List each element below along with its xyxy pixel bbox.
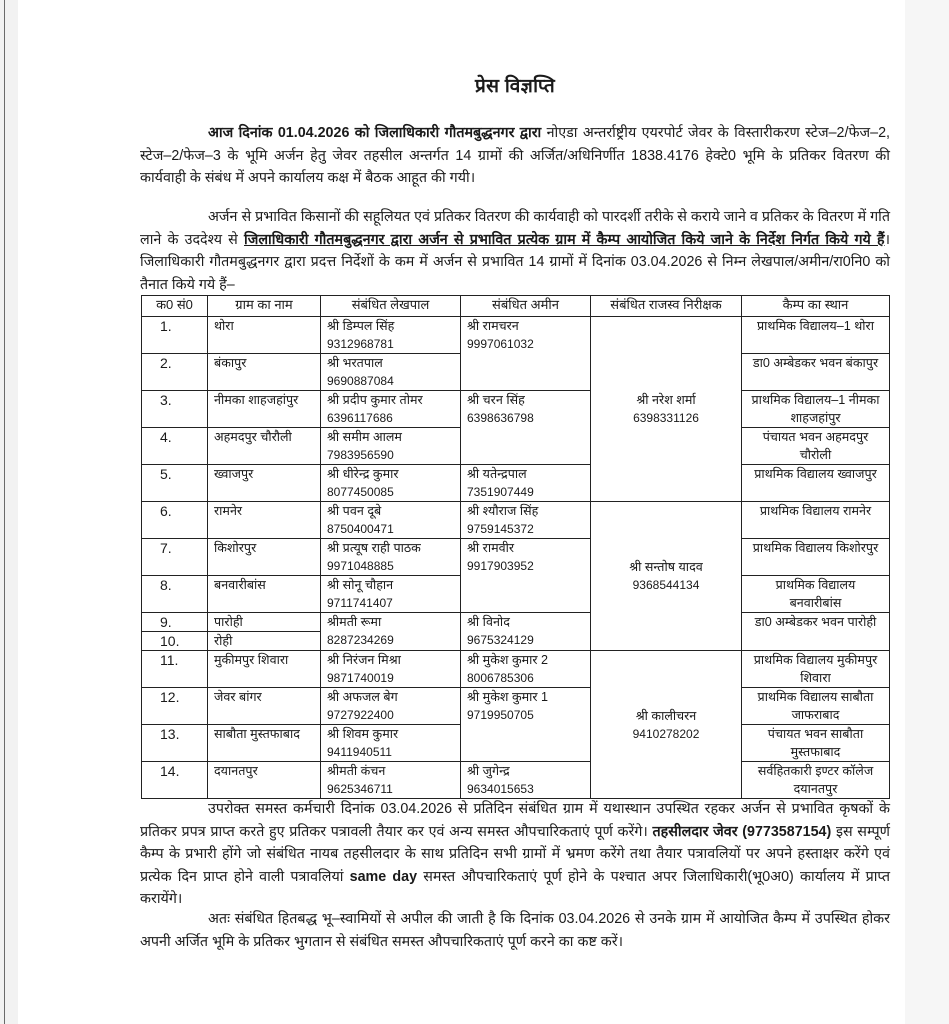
village-cell: ख्वाजपुर <box>208 465 321 502</box>
amin-name: श्री चरन सिंह <box>467 393 525 407</box>
camp-cell: प्राथमिक विद्यालय साबौता जाफराबाद <box>742 688 890 725</box>
camp-cell: प्राथमिक विद्यालय किशोरपुर <box>742 539 890 576</box>
amin-name: श्री श्यौराज सिंह <box>467 504 539 518</box>
table-row <box>142 539 890 576</box>
lekhpal-cell <box>321 576 461 613</box>
header-amin: संबंधित अमीन <box>461 296 591 317</box>
amin-name: श्री यतेन्द्रपाल <box>467 467 527 481</box>
village-cell: मुकीमपुर शिवारा <box>208 651 321 688</box>
revenue-inspector-name: श्री नरेश शर्मा <box>636 393 696 407</box>
table-row <box>142 651 890 688</box>
paragraph-instructions-outro: समस्त औपचारिकताएं पूर्ण होने के पश्चात अपर जिलाधिकारी(भू0अ0) कार्यालय में प्राप्त करायेंगे। <box>140 868 890 907</box>
amin-cell <box>461 613 591 651</box>
amin-name: श्री मुकेश कुमार 2 <box>467 653 549 667</box>
paragraph-instructions-intro: उपरोक्त समस्त कर्मचारी दिनांक 03.04.2026 से प्रतिदिन संबंधित ग्राम में यथास्थान उपस्थित रहकर अर्जन से प्रभावित कृषकों के प्रतिकर प्रपत्र प्राप्त करते हुए प्रतिकर पत्रावली तैयार कर एवं अन्य समस्त औपचारिकताएं पूर्ण करेंगे। <box>140 801 890 840</box>
camp-cell: प्राथमिक विद्यालय–1 नीमका शाहजहांपुर <box>742 391 890 428</box>
lekhpal-name: श्री समीम आलम <box>327 430 402 444</box>
lekhpal-cell <box>321 613 461 651</box>
amin-cell <box>461 502 591 539</box>
amin-name: श्री विनोद <box>467 615 510 629</box>
amin-name: श्री रामचरन <box>467 319 519 333</box>
amin-phone: 8006785306 <box>467 671 534 685</box>
amin-name: श्री रामवीर <box>467 541 515 555</box>
lekhpal-cell <box>321 539 461 576</box>
paragraph-directive-intro: अर्जन से प्रभावित किसानों की सहूलियत एवं प्रतिकर वितरण की कार्यवाही को पारदर्शी तरीके से कराये जाने व प्रतिकर के वितरण में गति लाने के उददेश्य से <box>140 209 890 248</box>
revenue-inspector-cell <box>591 651 742 799</box>
header-serial: क0 सं0 <box>142 296 208 317</box>
tehsildar-contact: तहसीलदार जेवर (9773587154) <box>652 823 832 840</box>
amin-phone: 7351907449 <box>467 485 534 499</box>
revenue-inspector-name: श्री सन्तोष यादव <box>629 560 703 574</box>
revenue-inspector-phone: 6398331126 <box>633 411 699 425</box>
camp-cell: सर्वहितकारी इण्टर कॉलेज दयानतपुर <box>742 762 890 799</box>
table-row <box>142 613 890 632</box>
camp-cell: प्राथमिक विद्यालय रामनेर <box>742 502 890 539</box>
amin-phone: 9997061032 <box>467 337 534 351</box>
serial-cell: 9. <box>142 613 208 632</box>
lekhpal-phone: 9871740019 <box>327 671 394 685</box>
lekhpal-cell <box>321 762 461 799</box>
amin-cell <box>461 651 591 688</box>
lekhpal-phone: 7983956590 <box>327 448 394 462</box>
lekhpal-phone: 9727922400 <box>327 708 394 722</box>
amin-phone: 6398636798 <box>467 411 534 425</box>
camp-cell: प्राथमिक विद्यालय–1 थोरा <box>742 317 890 354</box>
village-cell: नीमका शाहजहांपुर <box>208 391 321 428</box>
scan-left-margin <box>0 0 18 1024</box>
village-cell: अहमदपुर चौरौली <box>208 428 321 465</box>
village-cell: दयानतपुर <box>208 762 321 799</box>
village-cell: बंकापुर <box>208 354 321 391</box>
paragraph-instructions <box>140 798 890 911</box>
serial-cell: 1. <box>142 317 208 354</box>
lekhpal-name: श्री अफजल बेग <box>327 690 398 704</box>
lekhpal-cell <box>321 725 461 762</box>
paragraph-instructions-middle: इस सम्पूर्ण कैम्प के प्रभारी होंगे जो संबंधित नायब तहसीलदार के साथ प्रतिदिन सभी ग्रामों में भ्रमण करेंगे तथा तैयार पत्रावलियों पर अपने हस्ताक्षर करेंगे एवं प्रत्येक दिन प्राप्त होने वाली पत्रावलियां <box>140 823 890 885</box>
serial-cell: 7. <box>142 539 208 576</box>
paragraph-directive-highlight: जिलाधिकारी गौतमबुद्धनगर द्वारा अर्जन से प्रभावित प्रत्येक ग्राम में कैम्प आयोजित किये जाने के निर्देश निर्गत किये गये हैं <box>244 231 885 248</box>
lekhpal-phone: 8287234269 <box>327 633 394 647</box>
serial-cell: 11. <box>142 651 208 688</box>
amin-cell <box>461 539 591 613</box>
amin-cell <box>461 688 591 762</box>
serial-cell: 2. <box>142 354 208 391</box>
same-day-emphasis: same day <box>349 868 418 885</box>
scan-right-margin <box>905 0 949 1024</box>
table-header-row <box>142 296 890 317</box>
revenue-inspector-cell <box>591 317 742 502</box>
lekhpal-phone: 9312968781 <box>327 337 394 351</box>
paragraph-directive <box>140 206 890 296</box>
amin-phone: 9759145372 <box>467 522 534 536</box>
revenue-inspector-phone: 9410278202 <box>632 726 700 741</box>
table-row <box>142 762 890 799</box>
serial-cell: 10. <box>142 632 208 651</box>
amin-phone: 9917903952 <box>467 559 534 573</box>
serial-cell: 13. <box>142 725 208 762</box>
lekhpal-name: श्री भरतपाल <box>327 356 383 370</box>
lekhpal-cell <box>321 354 461 391</box>
village-cell: पारोही <box>208 613 321 632</box>
village-cell: किशोरपुर <box>208 539 321 576</box>
header-lekhpal: संबंधित लेखपाल <box>321 296 461 317</box>
lekhpal-cell <box>321 502 461 539</box>
amin-phone: 9634015653 <box>467 782 534 796</box>
lekhpal-name: श्रीमती रूमा <box>327 615 382 629</box>
village-cell: थोरा <box>208 317 321 354</box>
lekhpal-name: श्री निरंजन मिश्रा <box>327 653 401 667</box>
lekhpal-name: श्री प्रदीप कुमार तोमर <box>327 393 423 407</box>
paragraph-meeting-text: नोएडा अन्तर्राष्ट्रीय एयरपोर्ट जेवर के विस्तारीकरण स्टेज–2/फेज–2, स्टेज–2/फेज–3 के भूमि अर्जन हेतु जेवर तहसील अन्तर्गत 14 ग्रामों की अर्जित/अधिनिर्णीत 1838.4176 हेक्टे0 भूमि के प्रतिकर वितरण की कार्यवाही के संबंध में अपने कार्यालय कक्ष में बैठक आहूत की गयी। <box>140 125 890 186</box>
serial-cell: 14. <box>142 762 208 799</box>
paragraph-appeal-text: अतः संबंधित हितबद्ध भू–स्वामियों से अपील की जाती है कि दिनांक 03.04.2026 से उनके ग्राम में आयोजित कैम्प में उपस्थित होकर अपनी अर्जित भूमि के प्रतिकर भुगतान से संबंधित समस्त औपचारिकताएं पूर्ण करने का कष्ट करें। <box>140 911 890 950</box>
header-revenue-inspector: संबंधित राजस्व निरीक्षक <box>591 296 742 317</box>
lekhpal-name: श्रीमती कंचन <box>327 764 386 778</box>
table-row <box>142 502 890 539</box>
camp-cell: प्राथमिक विद्यालय ख्वाजपुर <box>742 465 890 502</box>
lekhpal-phone: 9690887084 <box>327 374 394 388</box>
lekhpal-name: श्री पवन दूबे <box>327 504 382 518</box>
village-cell: बनवारीबांस <box>208 576 321 613</box>
header-camp-location: कैम्प का स्थान <box>742 296 890 317</box>
lekhpal-name: श्री सोनू चौहान <box>327 578 394 592</box>
lekhpal-name: श्री धीरेन्द्र कुमार <box>327 467 399 481</box>
amin-name: श्री जुगेन्द्र <box>467 764 510 778</box>
camp-cell: पंचायत भवन अहमदपुर चौरोली <box>742 428 890 465</box>
revenue-inspector-phone: 9368544134 <box>632 578 700 592</box>
page-title: प्रेस विज्ञप्ति <box>474 76 555 97</box>
camp-cell: डा0 अम्बेडकर भवन पारोही <box>742 613 890 651</box>
table-row <box>142 317 890 354</box>
amin-name: श्री मुकेश कुमार 1 <box>467 690 549 704</box>
lekhpal-name: श्री शिवम कुमार <box>327 727 399 741</box>
lekhpal-cell <box>321 465 461 502</box>
amin-phone: 9675324129 <box>467 633 534 647</box>
lekhpal-cell <box>321 688 461 725</box>
table-row <box>142 465 890 502</box>
serial-cell: 8. <box>142 576 208 613</box>
amin-cell <box>461 391 591 465</box>
camp-cell: पंचायत भवन साबौता मुस्तफाबाद <box>742 725 890 762</box>
table-row <box>142 688 890 725</box>
paragraph-appeal <box>140 908 890 953</box>
lekhpal-cell <box>321 428 461 465</box>
camp-staff-table <box>141 295 890 799</box>
lekhpal-phone: 9625346711 <box>327 782 393 796</box>
lekhpal-cell <box>321 391 461 428</box>
lekhpal-phone: 8750400471 <box>327 522 394 536</box>
amin-cell <box>461 465 591 502</box>
village-cell: साबौता मुस्तफाबाद <box>208 725 321 762</box>
header-village: ग्राम का नाम <box>208 296 321 317</box>
village-cell: रोही <box>208 632 321 651</box>
revenue-inspector-cell <box>591 502 742 651</box>
paragraph-directive-outro: । जिलाधिकारी गौतमबुद्धनगर द्वारा प्रदत्त निर्देशों के कम में अर्जन से प्रभावित 14 ग्रामों में दिनांक 03.04.2026 से निम्न लेखपाल/अमीन/रा0नि0 को तैनात किये गये हैं– <box>140 231 891 293</box>
lekhpal-cell <box>321 317 461 354</box>
scan-edge-line <box>4 0 5 1024</box>
amin-cell <box>461 762 591 799</box>
camp-cell: डा0 अम्बेडकर भवन बंकापुर <box>742 354 890 391</box>
lekhpal-name: श्री प्रत्यूष राही पाठक <box>327 541 421 555</box>
lekhpal-phone: 9711741407 <box>327 596 393 610</box>
serial-cell: 5. <box>142 465 208 502</box>
camp-cell: प्राथमिक विद्यालय बनवारीबांस <box>742 576 890 613</box>
lekhpal-name: श्री डिम्पल सिंह <box>327 319 395 333</box>
paragraph-meeting-lead: आज दिनांक 01.04.2026 को जिलाधिकारी गौतमबुद्धनगर द्वारा <box>208 125 542 141</box>
serial-cell: 12. <box>142 688 208 725</box>
paragraph-meeting <box>140 122 890 190</box>
lekhpal-phone: 8077450085 <box>327 485 394 499</box>
amin-phone: 9719950705 <box>467 708 534 722</box>
camp-cell: प्राथमिक विद्यालय मुकीमपुर शिवारा <box>742 651 890 688</box>
amin-cell <box>461 317 591 391</box>
lekhpal-phone: 9411940511 <box>327 745 392 759</box>
lekhpal-phone: 9971048885 <box>327 559 394 573</box>
village-cell: जेवर बांगर <box>208 688 321 725</box>
revenue-inspector-name: श्री कालीचरन <box>635 708 697 723</box>
village-cell: रामनेर <box>208 502 321 539</box>
table-row <box>142 391 890 428</box>
lekhpal-phone: 6396117686 <box>327 411 393 425</box>
lekhpal-cell <box>321 651 461 688</box>
serial-cell: 3. <box>142 391 208 428</box>
serial-cell: 6. <box>142 502 208 539</box>
serial-cell: 4. <box>142 428 208 465</box>
